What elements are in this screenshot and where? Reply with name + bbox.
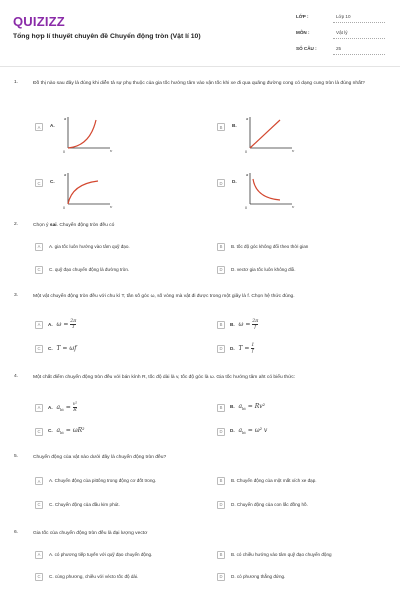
formula: A. ω = $\frac{2\pi}{T}$ [48,319,77,330]
option-4a[interactable] [35,402,77,413]
option-letter: A [35,551,43,559]
meta-line [333,38,385,39]
option-letter: C [35,501,43,509]
option-text: B. Chuyển động của một mắt xích xe đạp. [231,477,317,483]
graph-decreasing [242,170,298,210]
option-6a[interactable] [35,549,152,560]
option-letter: B [217,551,225,559]
option-3c[interactable] [35,343,76,354]
meta-subject-value: Vật lý [336,30,348,35]
worksheet-title: Tổng hợp lí thuyết chuyên đề Chuyển động tròn (Vật lí 10) [13,33,201,40]
option-2b[interactable] [217,241,308,252]
option-letter: B [217,404,225,412]
option-3b[interactable] [217,319,258,330]
svg-text:a: a [64,116,67,121]
option-6c[interactable] [35,571,138,582]
option-text: D. vectơ gia tốc luôn không đổi. [231,266,296,272]
graph-convex-increasing [60,114,116,154]
option-5a[interactable] [35,473,159,489]
option-letter: B [217,477,225,485]
meta-count [296,46,392,51]
formula: A. $a_{ht}$ = $\frac{\text{v²}}{R}$ [48,402,78,413]
option-letter: C [35,266,43,274]
option-label: B. [232,123,237,128]
option-label: C. [50,179,55,184]
svg-text:a: a [246,172,249,177]
option-text: B. có chiều hướng vào tâm quỹ đạo chuyển động [231,551,332,557]
option-letter: D [217,573,225,581]
option-4d[interactable] [217,426,267,437]
option-5c[interactable] [35,499,120,510]
svg-text:a: a [64,172,67,177]
formula: C. $a_{ht} = \omega R^2$ [48,427,85,436]
option-letter: D [217,345,225,353]
option-letter: C [35,573,43,581]
option-3d[interactable] [217,343,254,354]
option-letter: A [35,477,43,485]
option-3a[interactable] [35,319,76,330]
option-letter: C [35,428,43,436]
formula: C. T = ωf [48,345,77,352]
formula: D. T = $\frac{1}{f}$ [230,343,255,354]
option-letter: B [217,321,225,329]
option-letter: D [217,179,225,187]
option-text: A. gia tốc luôn hướng vào tâm quỹ đạo. [49,243,130,249]
meta-subject-key: MÔN : [296,30,310,35]
svg-text:a: a [246,116,249,121]
option-letter: D [217,266,225,274]
option-text: C. cùng phương, chiều với vécto tốc độ dài. [49,573,139,579]
formula: B. ω = $\frac{2\pi}{f}$ [230,319,259,330]
option-text: A. có phương tiếp tuyến với quỹ đạo chuyển động. [49,551,153,557]
meta-line [333,22,385,23]
svg-text:0: 0 [63,150,65,154]
question-number: 5. [14,454,19,459]
meta-count-key: SỐ CÂU : [296,46,317,51]
option-letter: B [217,123,225,131]
option-text: A. Chuyển động của pittông trong động cơ đốt trong. [49,478,157,483]
question-number: 6. [14,530,19,535]
option-letter: B [217,243,225,251]
svg-text:v: v [110,204,113,209]
svg-text:0: 0 [63,206,65,210]
question-number: 4. [14,374,19,379]
meta-class-key: LỚP : [296,14,309,19]
question-number: 2. [14,222,19,227]
quizizz-logo: QUIZIZZ [13,14,65,29]
meta-count-value: 25 [336,46,342,51]
option-4b[interactable] [217,402,265,413]
option-2a[interactable] [35,241,130,252]
option-letter: A [35,404,43,412]
option-2c[interactable] [35,264,129,275]
option-text: C. Chuyển động của đầu kim phút. [49,501,120,507]
question-text: Chuyển động của vật nào dưới đây là chuyển động tròn đều? [33,455,167,460]
question-number: 1. [14,80,19,85]
worksheet-header [0,0,400,66]
formula: D. $a_{ht} = \omega^2$ v [230,427,268,436]
meta-class-value: Lớp 10 [336,14,351,19]
option-5b[interactable] [217,475,317,486]
option-text: D. Chuyển động của con lắc đồng hồ. [231,501,308,507]
option-letter: A [35,321,43,329]
option-text: D. có phương thẳng đứng. [231,573,286,579]
svg-text:v: v [292,204,295,209]
meta-subject [296,30,392,35]
svg-text:0: 0 [245,150,247,154]
option-letter: D [217,428,225,436]
option-label: D. [232,179,237,184]
formula: B. $a_{ht} = Rv^2$ [230,403,266,412]
meta-line [333,54,385,55]
graph-concave-increasing [60,170,116,210]
question-number: 3. [14,293,19,298]
option-4c[interactable] [35,426,85,437]
option-letter: C [35,179,43,187]
question-text: Một vật chuyển động tròn đều với chu kì T, tần số góc ω, số vòng mà vật đi được trong một giây là f. Chọn hệ thức đúng. [33,294,295,299]
svg-text:v: v [292,148,295,153]
option-letter: A [35,123,43,131]
option-letter: D [217,501,225,509]
option-5d[interactable] [217,499,308,510]
graph-linear-increasing [242,114,298,154]
svg-text:v: v [110,148,113,153]
question-text: Đồ thị nào sau đây là đúng khi diễn tả sự phụ thuộc của gia tốc hướng tâm vào vận tốc khi xe đi qua quãng đường cong có dạng cung tròn là đúng nhất? [33,81,365,86]
option-letter: C [35,345,43,353]
option-6d[interactable] [217,571,285,582]
option-text: B. tốc độ góc không đổi theo thời gian [231,243,309,249]
option-text: C. quỹ đạo chuyển động là đường tròn. [49,266,130,272]
meta-class [296,14,392,19]
question-text: Chọn ý sai. Chuyển động tròn đều có [33,223,115,228]
option-label: A. [50,123,55,128]
header-divider [0,66,400,67]
question-text: Một chất điểm chuyển động tròn đều với bán kính R, tốc độ dài là v, tốc độ góc là ω. Gia tốc hướng tâm aht có biểu thức: [33,375,296,380]
option-2d[interactable] [217,264,296,275]
question-text: Gia tốc của chuyển động tròn đều là đại lượng vectơ [33,531,148,536]
svg-text:0: 0 [245,206,247,210]
option-6b[interactable] [217,549,332,560]
option-letter: A [35,243,43,251]
